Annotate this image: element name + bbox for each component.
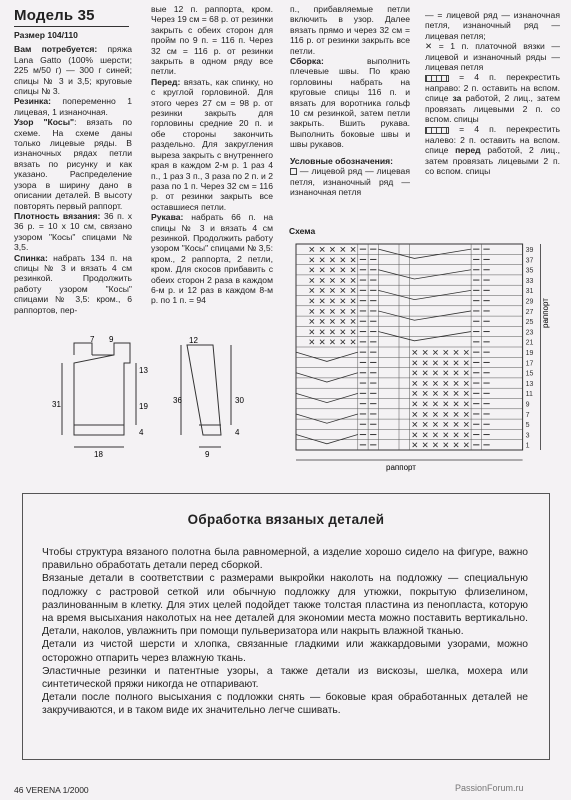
x-mark-icon: ✕: [339, 326, 347, 337]
x-mark-icon: ✕: [349, 337, 357, 348]
x-mark-icon: ✕: [411, 347, 419, 358]
box-paragraph-5: Детали после полного высыхания с подложки снять — боковые края обработанных деталей не закручиваются, и в таком виде их значительно легче сшивать.: [42, 692, 528, 717]
legend-garter: ✕ = 1 п. платочной вязки — лицевой и изнаночный ряды — лицевая петля: [425, 41, 560, 73]
x-mark-icon: ✕: [431, 429, 440, 440]
empty-square-icon: [290, 168, 297, 175]
sleeve-dim-bottom: 9: [205, 450, 210, 459]
x-mark-icon: ✕: [431, 440, 440, 451]
x-mark-icon: ✕: [421, 440, 429, 451]
legend-cross-right: = 4 п. перекрестить направо: 2 п. оставить на вспом. спице за работой, 2 лиц., затем провязать лицевыми 2 п. со вспом. спицы: [425, 72, 561, 125]
column-1: [14, 30, 132, 315]
x-mark-icon: ✕: [452, 347, 460, 358]
x-mark-icon: ✕: [452, 357, 460, 368]
x-mark-icon: ✕: [339, 244, 347, 255]
back-dim-left: 31: [52, 400, 61, 409]
scheme-title: Схема: [289, 226, 316, 236]
x-mark-icon: ✕: [411, 399, 419, 409]
x-mark-icon: ✕: [328, 244, 337, 255]
watermark: PassionForum.ru: [455, 783, 524, 793]
scheme-chart: [286, 238, 556, 478]
x-mark-icon: ✕: [411, 429, 419, 440]
x-mark-icon: ✕: [452, 399, 460, 409]
model-title: Модель 35: [14, 7, 95, 24]
x-mark-icon: ✕: [421, 399, 429, 409]
sleeve-dim-rib: 4: [235, 428, 240, 437]
x-mark-icon: ✕: [308, 265, 316, 276]
x-mark-icon: ✕: [442, 347, 450, 358]
x-mark-icon: ✕: [318, 337, 326, 348]
x-mark-icon: ✕: [452, 429, 460, 440]
row-number: 21: [525, 339, 534, 347]
x-mark-icon: ✕: [318, 326, 326, 337]
x-mark-icon: ✕: [339, 285, 347, 296]
row-number: 31: [525, 288, 534, 296]
x-mark-icon: ✕: [442, 409, 450, 420]
box-paragraph-3: Детали из чистой шерсти и хлопка, связанные гладкими или жаккардовыми узорами, можно осторожно отпарить через влажную ткань.: [42, 639, 528, 664]
x-mark-icon: ✕: [462, 378, 470, 389]
x-mark-icon: ✕: [308, 244, 316, 255]
x-mark-icon: ✕: [349, 316, 357, 327]
x-mark-icon: ✕: [411, 357, 419, 368]
x-mark-icon: ✕: [431, 419, 440, 430]
back-continued-paragraph: вые 12 п. раппорта, кром. Через 19 см = 68 р. от резинки закрыть с обеих сторон для пройм по 9 п. = 116 п. Через 32 см = 116 р. от резинки закрыть в одном ряду все петли.: [151, 4, 273, 77]
x-mark-icon: ✕: [318, 285, 326, 296]
x-mark-icon: ✕: [349, 265, 357, 276]
x-mark-icon: ✕: [411, 368, 419, 379]
x-mark-icon: ✕: [349, 285, 357, 296]
x-mark-icon: ✕: [431, 399, 440, 409]
row-number: 15: [525, 370, 534, 378]
back-dim-right: 19: [139, 402, 148, 411]
x-mark-icon: ✕: [431, 357, 440, 368]
rapport-side-label: раппорт: [541, 298, 550, 328]
x-mark-icon: ✕: [308, 326, 316, 337]
x-mark-icon: ✕: [339, 275, 347, 286]
x-mark-icon: ✕: [462, 399, 470, 409]
x-mark-icon: ✕: [349, 275, 357, 286]
x-mark-icon: ✕: [328, 296, 337, 306]
x-mark-icon: ✕: [462, 419, 470, 430]
x-mark-icon: ✕: [328, 254, 337, 265]
row-number: 3: [525, 432, 530, 440]
x-mark-icon: ✕: [452, 440, 460, 451]
x-mark-icon: ✕: [421, 368, 429, 379]
gauge-paragraph: Плотность вязания: 36 п. х 36 р. = 10 х 10 см, связано узором "Косы" спицами № 3,5.: [14, 210, 132, 253]
sleeve-pattern-diagram: [175, 335, 275, 475]
box-text: [42, 546, 528, 718]
x-mark-icon: ✕: [442, 357, 450, 368]
legend-purl: — = лицевой ряд — изнаночная петля, изнаночный ряд — лицевая петля;: [425, 10, 560, 41]
x-mark-icon: ✕: [452, 368, 460, 379]
back-dim-bottom: 18: [94, 450, 103, 459]
x-mark-icon: ✕: [349, 326, 357, 337]
x-mark-icon: ✕: [349, 254, 357, 265]
row-number: 23: [525, 329, 534, 337]
x-mark-icon: ✕: [421, 378, 429, 389]
x-mark-icon: ✕: [452, 388, 460, 399]
x-mark-icon: ✕: [318, 316, 326, 327]
row-number: 5: [525, 422, 530, 430]
cable-left-icon: [425, 127, 449, 134]
x-mark-icon: ✕: [442, 388, 450, 399]
sleeve-continued-paragraph: п., прибавляемые петли включить в узор. Далее вязать прямо и через 32 см = 116 р. от резинки закрыть все петли.: [290, 4, 410, 56]
cable-right-icon: [425, 75, 449, 82]
x-mark-icon: ✕: [339, 316, 347, 327]
x-mark-icon: ✕: [328, 275, 337, 286]
x-mark-icon: ✕: [442, 419, 450, 430]
x-mark-icon: ✕: [308, 296, 316, 306]
x-mark-icon: ✕: [349, 296, 357, 306]
row-number: 11: [525, 391, 533, 399]
x-mark-icon: ✕: [425, 41, 433, 52]
materials-paragraph: Вам потребуется: пряжа Lana Gatto (100% шерсти; 225 м/50 г) — 300 г синей; спицы № 3 и 3,5; круговые спицы № 3.: [14, 44, 133, 97]
x-mark-icon: ✕: [308, 254, 316, 265]
row-number: 19: [525, 350, 534, 357]
x-mark-icon: ✕: [442, 429, 450, 440]
row-number: 17: [525, 360, 534, 368]
x-mark-icon: ✕: [328, 337, 337, 348]
x-mark-icon: ✕: [411, 419, 419, 430]
title-divider: [14, 26, 129, 27]
back-dim-mid: 13: [139, 366, 148, 375]
x-mark-icon: ✕: [462, 388, 470, 399]
page-footer: 46 VERENA 1/2000: [14, 785, 89, 795]
x-mark-icon: ✕: [411, 378, 419, 389]
x-mark-icon: ✕: [442, 399, 450, 409]
x-mark-icon: ✕: [411, 409, 419, 420]
x-mark-icon: ✕: [431, 368, 440, 379]
box-paragraph-1: Чтобы структура вязаного полотна была равномерной, а изделие хорошо сидело на фигуре, важно правильно обработать детали перед сборкой.: [42, 547, 528, 572]
column-2: [151, 4, 273, 306]
back-paragraph: Спинка: набрать 134 п. на спицы № 3 и вязать 4 см резинкой. Продолжить работу узором "Косы" спицами № 3,5: кром., 6 раппортов, пер-: [14, 252, 132, 315]
x-mark-icon: ✕: [452, 378, 460, 389]
x-mark-icon: ✕: [318, 296, 326, 306]
x-mark-icon: ✕: [452, 419, 460, 430]
x-mark-icon: ✕: [421, 429, 429, 440]
legend-title: Условные обозначения:: [290, 155, 393, 166]
sleeve-paragraph: Рукава: набрать 66 п. на спицы № 3 и вязать 4 см резинкой. Продолжить работу узором "Косы" спицами № 3,5: кром., 2 раппорта, 2 петли, кром. Для скосов прибавить с обеих сторон 2 раза в каждом 6-м р. и 12 раз в каждом 8-м р. по 1 п. = 94: [151, 212, 274, 306]
x-mark-icon: ✕: [308, 275, 316, 286]
row-number: 13: [525, 380, 534, 388]
row-number: 25: [525, 319, 534, 327]
x-mark-icon: ✕: [431, 347, 440, 358]
x-mark-icon: ✕: [431, 378, 440, 389]
assembly-paragraph: Сборка: выполнить плечевые швы. По краю горловины набрать на круговые спицы 116 п. и вязать для воротника гольф 10 см резинкой, затем петли закрыть. Вшить рукава. Выполнить боковые швы и швы рукавов.: [290, 56, 410, 150]
legend-knit: — лицевой ряд — лицевая петля, изнаночный ряд — изнаночная петля: [290, 166, 410, 197]
column-3: [290, 4, 410, 197]
row-number: 7: [525, 411, 530, 419]
x-mark-icon: ✕: [411, 388, 419, 399]
x-mark-icon: ✕: [442, 368, 450, 379]
x-mark-icon: ✕: [339, 265, 347, 276]
x-mark-icon: ✕: [328, 316, 337, 327]
x-mark-icon: ✕: [328, 285, 337, 296]
x-mark-icon: ✕: [308, 306, 316, 317]
rib-paragraph: Резинка: попеременно 1 лицевая, 1 изнаночная.: [14, 96, 132, 117]
back-dim-top-right: 9: [109, 335, 114, 344]
back-dim-rib: 4: [139, 428, 144, 437]
x-mark-icon: ✕: [462, 368, 470, 379]
row-number: 27: [525, 308, 534, 316]
x-mark-icon: ✕: [339, 296, 347, 306]
x-mark-icon: ✕: [339, 306, 347, 317]
processing-box: [22, 493, 550, 760]
sleeve-dim-top: 12: [189, 336, 198, 345]
x-mark-icon: ✕: [318, 306, 326, 317]
row-number: 29: [525, 298, 534, 306]
x-mark-icon: ✕: [431, 409, 440, 420]
x-mark-icon: ✕: [328, 326, 337, 337]
x-mark-icon: ✕: [349, 306, 357, 317]
row-number: 35: [525, 267, 534, 275]
x-mark-icon: ✕: [328, 265, 337, 276]
x-mark-icon: ✕: [349, 244, 357, 255]
x-mark-icon: ✕: [308, 337, 316, 348]
x-mark-icon: ✕: [318, 254, 326, 265]
cable-paragraph: Узор "Косы": вязать по схеме. На схеме даны только лицевые ряды. В изнаночных рядах петли вязать по рисунку и как указано. Распределение узора в ширину дано в описании деталей. В высоту повторять первый раппорт.: [14, 117, 132, 211]
box-paragraph-4: Эластичные резинки и патентные узоры, а также детали из вискозы, шелка, мохера или синтетической пряжи никогда не отпаривают.: [42, 665, 528, 691]
rapport-bottom-label: раппорт: [386, 463, 416, 472]
x-mark-icon: ✕: [442, 440, 450, 451]
x-mark-icon: ✕: [421, 419, 429, 430]
back-dim-top: 7: [90, 335, 95, 344]
sleeve-dim-left: 36: [173, 396, 182, 405]
x-mark-icon: ✕: [431, 388, 440, 399]
column-4: [425, 10, 560, 177]
row-number: 1: [525, 442, 530, 450]
x-mark-icon: ✕: [308, 316, 316, 327]
row-number: 39: [525, 247, 534, 254]
sleeve-dim-right: 30: [235, 396, 244, 405]
x-mark-icon: ✕: [462, 357, 470, 368]
row-number: 9: [525, 401, 530, 409]
x-mark-icon: ✕: [462, 429, 470, 440]
box-title: Обработка вязаных деталей: [187, 512, 385, 527]
row-number: 37: [525, 257, 534, 265]
x-mark-icon: ✕: [328, 306, 337, 317]
row-number: 33: [525, 277, 534, 285]
x-mark-icon: ✕: [462, 409, 470, 420]
x-mark-icon: ✕: [339, 337, 347, 348]
back-pattern-diagram: [52, 335, 152, 475]
x-mark-icon: ✕: [421, 409, 429, 420]
x-mark-icon: ✕: [411, 440, 419, 451]
x-mark-icon: ✕: [442, 378, 450, 389]
x-mark-icon: ✕: [339, 254, 347, 265]
front-paragraph: Перед: вязать, как спинку, но с круглой горловиной. Для этого через 27 см = 98 р. от резинки закрыть для горловины средние 20 п. и обе стороны закончить раздельно. Для закругления выреза закрыть с внутреннего края в каждом 2-м р. 1 раз 4 п., 1 раз 3 п., 3 раза по 2 п. и 2 раза по 1 п. Через 32 см = 116 р. от резинки закрыть все оставшиеся петли.: [151, 76, 273, 212]
x-mark-icon: ✕: [462, 440, 470, 451]
x-mark-icon: ✕: [318, 244, 326, 255]
box-paragraph-2: Вязаные детали в соответствии с размерами выкройки наколоть на подложку — специальную подложку с растровой сеткой или обычную подложку для утюжки, покрытую флизелином, разлинованным в клетку. Для этих целей подойдет также толстая пластина из пенопласта, которую на время высыхания наколотых на нее деталей для экономии места можно поставить вертикально. Детали, наколов, увлажнить при помощи пульверизатора или накрыть влажной тканью.: [42, 573, 528, 638]
legend-cross-left: = 4 п. перекрестить налево: 2 п. оставить на вспом. спице перед работой, 2 лиц., затем провязать лицевыми 2 п. со вспом. спицы: [425, 124, 561, 177]
x-mark-icon: ✕: [318, 265, 326, 276]
x-mark-icon: ✕: [452, 409, 460, 420]
x-mark-icon: ✕: [421, 388, 429, 399]
x-mark-icon: ✕: [462, 347, 470, 358]
x-mark-icon: ✕: [308, 285, 316, 296]
x-mark-icon: ✕: [318, 275, 326, 286]
size-label: Размер 104/110: [14, 30, 78, 40]
x-mark-icon: ✕: [421, 357, 429, 368]
x-mark-icon: ✕: [421, 347, 429, 358]
